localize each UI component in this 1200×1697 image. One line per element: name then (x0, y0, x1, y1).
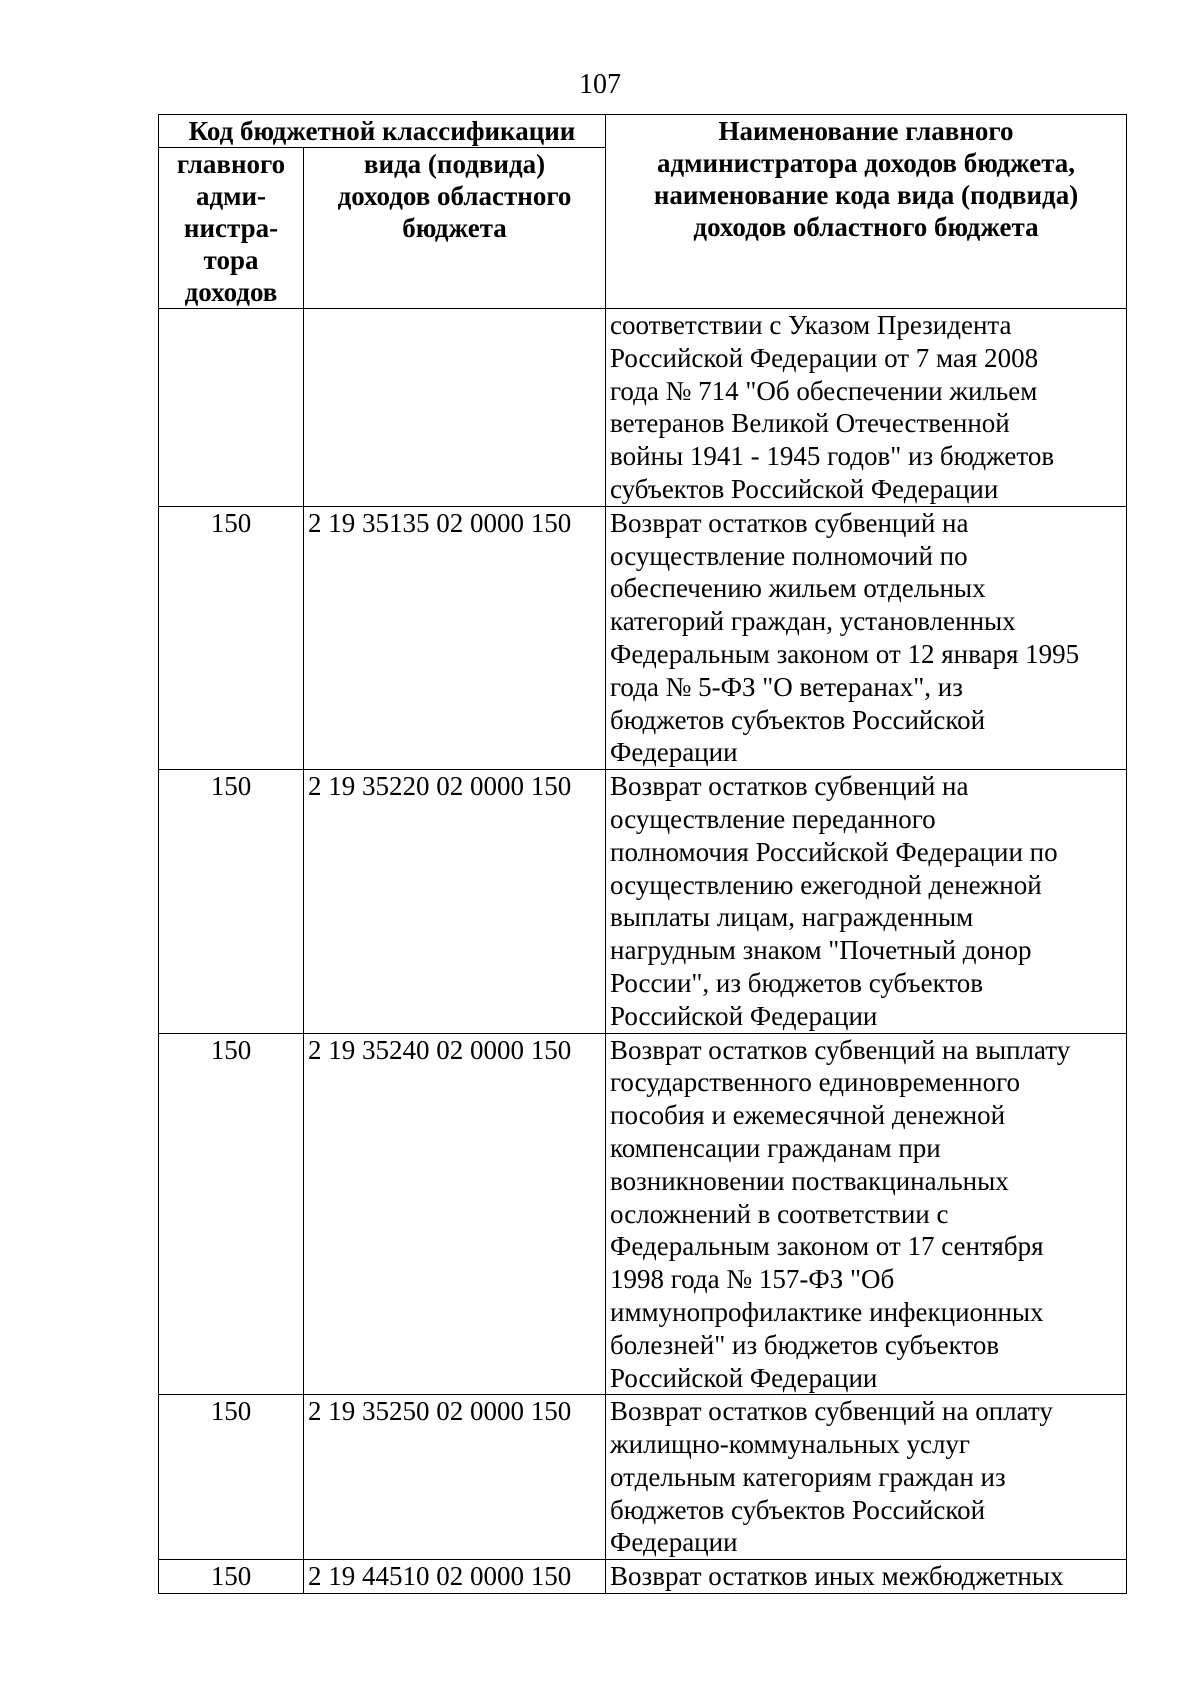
revenue-code-cell: 2 19 35135 02 0000 150 (304, 506, 606, 769)
admin-code-cell: 150 (159, 770, 304, 1033)
revenue-name-cell: соответствии с Указом Президента Российской Федерации от 7 мая 2008 года № 714 "Об обеспечении жильем ветеранов Великой Отечественной войны 1941 - 1945 годов" из бюджетов субъектов Российской Федерации (606, 309, 1127, 507)
admin-code-cell: 150 (159, 506, 304, 769)
table-header (159, 115, 1127, 309)
header-classification-code: Код бюджетной классификации (159, 115, 606, 148)
table-row (159, 1395, 1127, 1560)
table-row (159, 770, 1127, 1033)
table-body (159, 309, 1127, 1594)
header-admin: главного адми- нистра- тора доходов (159, 148, 304, 309)
revenue-name-cell: Возврат остатков иных межбюджетных (606, 1560, 1127, 1594)
page-number: 107 (579, 69, 621, 100)
admin-code-cell (159, 309, 304, 507)
revenue-name-cell: Возврат остатков субвенций на осуществление полномочий по обеспечению жильем отдельных категорий граждан, установленных Федеральным законом от 12 января 1995 года № 5-ФЗ "О ветеранах", из бюджетов субъектов Российской Федерации (606, 506, 1127, 769)
admin-code-cell: 150 (159, 1033, 304, 1395)
revenue-code-cell: 2 19 35220 02 0000 150 (304, 770, 606, 1033)
table-row (159, 506, 1127, 769)
revenue-name-cell: Возврат остатков субвенций на оплату жилищно-коммунальных услуг отдельным категориям граждан из бюджетов субъектов Российской Федерации (606, 1395, 1127, 1560)
budget-classification-table (158, 114, 1127, 1594)
table-row (159, 309, 1127, 507)
revenue-code-cell: 2 19 44510 02 0000 150 (304, 1560, 606, 1594)
revenue-name-cell: Возврат остатков субвенций на осуществление переданного полномочия Российской Федерации по осуществлению ежегодной денежной выплаты лицам, награжденным нагрудным знаком "Почетный донор России", из бюджетов субъектов Российской Федерации (606, 770, 1127, 1033)
admin-code-cell: 150 (159, 1560, 304, 1594)
revenue-code-cell: 2 19 35250 02 0000 150 (304, 1395, 606, 1560)
admin-code-cell: 150 (159, 1395, 304, 1560)
table-row (159, 1560, 1127, 1594)
header-name: Наименование главного администратора доходов бюджета, наименование кода вида (подвида) доходов областного бюджета (606, 115, 1127, 309)
revenue-code-cell: 2 19 35240 02 0000 150 (304, 1033, 606, 1395)
table-row (159, 1033, 1127, 1395)
revenue-name-cell: Возврат остатков субвенций на выплату государственного единовременного пособия и ежемесячной денежной компенсации гражданам при возникновении поствакцинальных осложнений в соответствии с Федеральным законом от 17 сентября 1998 года № 157-ФЗ "Об иммунопрофилактике инфекционных болезней" из бюджетов субъектов Российской Федерации (606, 1033, 1127, 1395)
header-kind: вида (подвида) доходов областного бюджета (304, 148, 606, 309)
revenue-code-cell (304, 309, 606, 507)
